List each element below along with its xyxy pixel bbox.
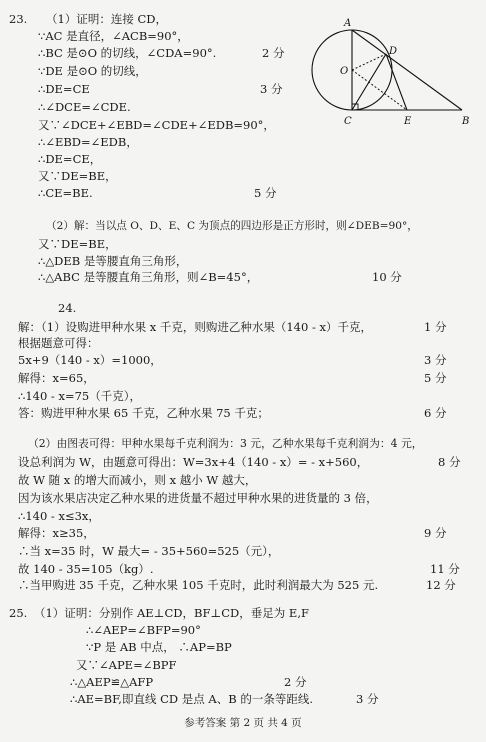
- q23-line: ∴∠EBD=∠EDB，: [38, 135, 138, 149]
- q23-line: （2）解：当以点 O、D、E、C 为顶点的四边形是正方形时，则∠DEB=90°，: [46, 220, 418, 232]
- geometry-figure: [300, 8, 480, 138]
- q25-score: 2 分: [284, 675, 307, 689]
- q24-line: 故 W 随 x 的增大而减小，则 x 越小 W 越大，: [18, 473, 257, 487]
- q23-score: 2 分: [262, 46, 285, 60]
- q25-score: 3 分: [356, 692, 379, 706]
- label-a: A: [344, 18, 352, 29]
- q24-score: 3 分: [424, 353, 447, 367]
- q23-line: 又∵DE=BE，: [38, 169, 117, 183]
- segment-ab: [352, 30, 462, 110]
- page-footer: 参考答案 第 2 页 共 4 页: [184, 717, 302, 729]
- q24-score: 8 分: [438, 455, 461, 469]
- q25-line: ∴AE=BF,即直线 CD 是点 A、B 的一条等距线.: [70, 692, 313, 706]
- q24-score: 6 分: [424, 406, 447, 420]
- q24-line: 解得：x=65，: [18, 371, 95, 385]
- q23-line: ∴DE=CE，: [38, 152, 102, 166]
- q24-line: 答：购进甲种水果 65 千克，乙种水果 75 千克；: [18, 406, 269, 420]
- q24-line: ∴当甲购进 35 千克，乙种水果 105 千克时，此时利润最大为 525 元.: [18, 578, 379, 592]
- q24-line: ∴140 - x=75（千克），: [18, 389, 141, 403]
- label-b: B: [462, 116, 470, 127]
- q25-line: 又∵∠APE=∠BPF: [76, 658, 177, 672]
- q24-number: 24.: [58, 301, 77, 315]
- q23-score: 5 分: [254, 186, 277, 200]
- q24-line: 解：（1）设购进甲种水果 x 千克，则购进乙种水果（140 - x）千克，: [18, 320, 372, 334]
- q23-line: ∴DE=CE: [38, 82, 90, 96]
- q23-line: ∴BC 是⊙O 的切线，∠CDA=90°.: [38, 46, 217, 60]
- q23-line: ∴△DEB 是等腰直角三角形，: [38, 254, 188, 268]
- q23-score: 3 分: [260, 82, 283, 96]
- q24-line: 因为该水果店决定乙种水果的进货量不超过甲种水果的进货量的 3 倍，: [18, 491, 378, 505]
- q24-score: 1 分: [424, 320, 447, 334]
- q24-line: ∴140 - x≤3x，: [18, 509, 100, 523]
- q23-line: ∴∠DCE=∠CDE.: [38, 100, 131, 114]
- q23-line: ∴△ABC 是等腰直角三角形，则∠B=45°，: [38, 270, 259, 284]
- q25-line: ∴△AEP≌△AFP: [70, 675, 154, 689]
- q24-line: 根据题意可得：: [18, 336, 99, 350]
- q23-line: ∵AC 是直径，∠ACB=90°，: [38, 29, 189, 43]
- q25-line: ∵P 是 AB 中点， ∴AP=BP: [86, 640, 232, 654]
- q24-line: ∴当 x=35 时，W 最大= - 35+560=525（元），: [18, 544, 280, 558]
- q24-line: （2）由图表可得：甲种水果每千克利润为：3 元，乙种水果每千克利润为：4 元，: [28, 437, 423, 450]
- label-o: O: [340, 66, 349, 77]
- segment-oe: [352, 70, 407, 110]
- q23-line: （1）证明：连接 CD，: [46, 12, 167, 26]
- q24-score: 5 分: [424, 371, 447, 385]
- q25-line: （1）证明：分别作 AE⊥CD，BF⊥CD，垂足为 E,F: [34, 606, 309, 620]
- q24-score: 9 分: [424, 526, 447, 540]
- q23-line: ∵DE 是⊙O 的切线，: [38, 64, 147, 78]
- label-c: C: [344, 116, 352, 127]
- q23-number: 23.: [9, 12, 28, 26]
- q23-line: ∴CE=BE.: [38, 186, 93, 200]
- q24-score: 11 分: [430, 562, 460, 576]
- label-e: E: [404, 116, 412, 127]
- q24-line: 解得：x≥35，: [18, 526, 95, 540]
- label-d: D: [389, 46, 398, 57]
- q24-line: 5x+9（140 - x）=1000，: [18, 353, 162, 367]
- q24-line: 设总利润为 W，由题意可得出：W=3x+4（140 - x）= - x+560，: [18, 455, 369, 469]
- q25-line: ∴∠AEP=∠BFP=90°: [86, 623, 201, 637]
- q24-line: 故 140 - 35=105（kg）.: [18, 562, 154, 576]
- q23-line: 又∵DE=BE，: [38, 237, 117, 251]
- q23-line: 又∵∠DCE+∠EBD=∠CDE+∠EDB=90°，: [38, 118, 275, 132]
- q25-number: 25.: [9, 606, 28, 620]
- q24-score: 12 分: [426, 578, 456, 592]
- q23-score: 10 分: [372, 270, 402, 284]
